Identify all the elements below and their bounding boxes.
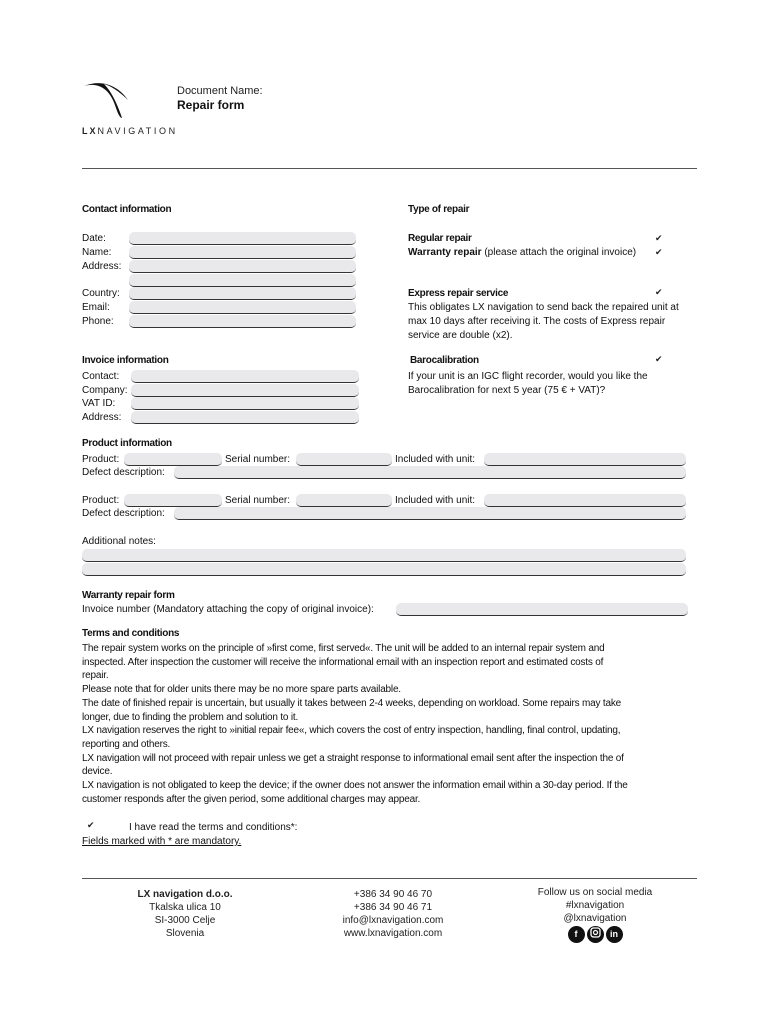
included-1-label: Included with unit: (395, 454, 476, 465)
invoice-number-field[interactable] (396, 603, 688, 616)
invoice-company-label: Company: (82, 385, 128, 396)
additional-notes-label: Additional notes: (82, 536, 156, 547)
defect-2-label: Defect description: (82, 508, 165, 519)
contact-name-label: Name: (82, 247, 112, 258)
warranty-repair-label: Warranty repair (408, 247, 482, 258)
express-repair-text-3: service are double (x2). (408, 330, 513, 341)
contact-email-field[interactable] (129, 301, 356, 314)
additional-notes-field-1[interactable] (82, 549, 686, 562)
footer-contact (318, 888, 468, 940)
contact-email-label: Email: (82, 302, 110, 313)
regular-repair-checkbox[interactable]: ✔ (655, 233, 663, 243)
invoice-address-field[interactable] (131, 411, 359, 424)
serial-2-field[interactable] (296, 494, 392, 507)
serial-1-field[interactable] (296, 453, 392, 466)
footer-address (110, 888, 260, 940)
express-repair-title: Express repair service (408, 288, 509, 299)
invoice-vat-field[interactable] (131, 397, 359, 410)
footer-company: LX navigation d.o.o. (137, 889, 233, 900)
footer-divider (82, 878, 697, 879)
included-2-field[interactable] (484, 494, 686, 507)
contact-phone-label: Phone: (82, 316, 114, 327)
logo-text: LXNAVIGATION (82, 126, 178, 136)
footer-web-link[interactable]: www.lxnavigation.com (343, 928, 443, 939)
invoice-company-field[interactable] (131, 384, 359, 397)
contact-name-field[interactable] (129, 246, 356, 259)
terms-line: The date of finished repair is uncertain, but usually it takes between 2-4 weeks, depending on workload. Some repairs may take (82, 697, 622, 709)
footer-email-link[interactable]: info@lxnavigation.com (342, 915, 444, 926)
express-repair-text-1: This obligates LX navigation to send back the repaired unit at (408, 302, 679, 313)
contact-address-field[interactable] (129, 260, 356, 273)
document-name-value: Repair form (177, 98, 245, 112)
footer-social (520, 886, 670, 943)
footer-handle: @lxnavigation (563, 913, 627, 924)
terms-line: LX navigation is not obligated to keep the device; if the owner does not answer the information email within a 30-day period. If the (82, 780, 628, 792)
product-1-field[interactable] (124, 453, 222, 466)
defect-1-field[interactable] (174, 466, 686, 479)
express-repair-checkbox[interactable]: ✔ (655, 287, 663, 297)
product-2-label: Product: (82, 495, 120, 506)
terms-line: The repair system works on the principle of »first come, first served«. The unit will be added to an internal repair system and (82, 643, 605, 654)
invoice-number-label: Invoice number (Mandatory attaching the copy of original invoice): (82, 604, 374, 615)
terms-line: Please note that for older units there may be no more spare parts available. (82, 684, 401, 696)
social-icons (520, 926, 670, 943)
barocalibration-text-1: If your unit is an IGC flight recorder, would you like the (408, 371, 648, 382)
barocalibration-title: Barocalibration (410, 355, 479, 366)
contact-country-label: Country: (82, 288, 120, 299)
included-2-label: Included with unit: (395, 495, 476, 506)
additional-notes-field-2[interactable] (82, 563, 686, 576)
footer-phone-1: +386 34 90 46 70 (353, 889, 433, 900)
repair-type-title: Type of repair (408, 204, 470, 215)
warranty-repair-row (408, 246, 636, 260)
serial-1-label: Serial number: (225, 454, 291, 465)
footer-country: Slovenia (165, 928, 205, 939)
included-1-field[interactable] (484, 453, 686, 466)
serial-2-label: Serial number: (225, 495, 291, 506)
terms-line: repair. (82, 670, 109, 682)
footer-phone-2: +386 34 90 46 71 (353, 902, 433, 913)
footer-follow-text: Follow us on social media (537, 887, 653, 898)
contact-address-field-2[interactable] (129, 274, 356, 287)
facebook-icon[interactable]: f (568, 926, 585, 943)
defect-2-field[interactable] (174, 507, 686, 520)
product-section-title: Product information (82, 438, 172, 449)
warranty-form-title: Warranty repair form (82, 590, 175, 601)
terms-title: Terms and conditions (82, 628, 180, 639)
contact-date-label: Date: (82, 233, 106, 244)
terms-line: LX navigation reserves the right to »initial repair fee«, which covers the cost of entry inspection, handling, final control, updating, (82, 725, 621, 737)
invoice-section-title: Invoice information (82, 355, 169, 366)
terms-agree-checkbox[interactable]: ✔ (87, 820, 95, 830)
contact-section-title: Contact information (82, 204, 172, 215)
header-divider (82, 168, 697, 169)
defect-1-label: Defect description: (82, 467, 165, 478)
terms-line: LX navigation will not proceed with repair unless we get a straight response to informational email sent after the inspection the of (82, 752, 624, 764)
product-2-field[interactable] (124, 494, 222, 507)
terms-text (82, 642, 702, 806)
contact-date-field[interactable] (129, 232, 356, 245)
footer-city: SI-3000 Celje (154, 915, 216, 926)
barocalibration-text-2: Barocalibration for next 5 year (75 € + VAT)? (408, 385, 606, 396)
invoice-contact-label: Contact: (82, 371, 120, 382)
contact-address-label: Address: (82, 261, 122, 272)
terms-line: device. (82, 766, 113, 778)
footer-street: Tkalska ulica 10 (149, 902, 221, 913)
terms-line: customer responds after the given period, some additional charges may appear. (82, 793, 421, 805)
mandatory-note: Fields marked with * are mandatory. (82, 836, 242, 847)
contact-country-field[interactable] (129, 287, 356, 300)
invoice-contact-field[interactable] (131, 370, 359, 383)
linkedin-icon[interactable]: in (606, 926, 623, 943)
barocalibration-checkbox[interactable]: ✔ (655, 354, 663, 364)
warranty-repair-note: (please attach the original invoice) (484, 247, 637, 258)
warranty-repair-checkbox[interactable]: ✔ (655, 247, 663, 257)
terms-line: longer, due to finding the problem and solution to it. (82, 711, 299, 723)
instagram-icon[interactable] (587, 926, 604, 943)
invoice-address-label: Address: (82, 412, 122, 423)
terms-line: reporting and others. (82, 738, 171, 750)
product-1-label: Product: (82, 454, 120, 465)
terms-agree-label: I have read the terms and conditions*: (129, 822, 298, 833)
lx-logo-mark-icon (82, 78, 130, 120)
document-name-label: Document Name: (177, 85, 263, 97)
express-repair-text-2: max 10 days after receiving it. The costs of Express repair (408, 316, 666, 327)
invoice-vat-label: VAT ID: (82, 398, 116, 409)
footer-hashtag: #lxnavigation (565, 900, 625, 911)
regular-repair-label: Regular repair (408, 233, 472, 244)
contact-phone-field[interactable] (129, 315, 356, 328)
terms-line: inspected. After inspection the customer will receive the informational email with an inspection report and estimated costs of (82, 656, 604, 668)
